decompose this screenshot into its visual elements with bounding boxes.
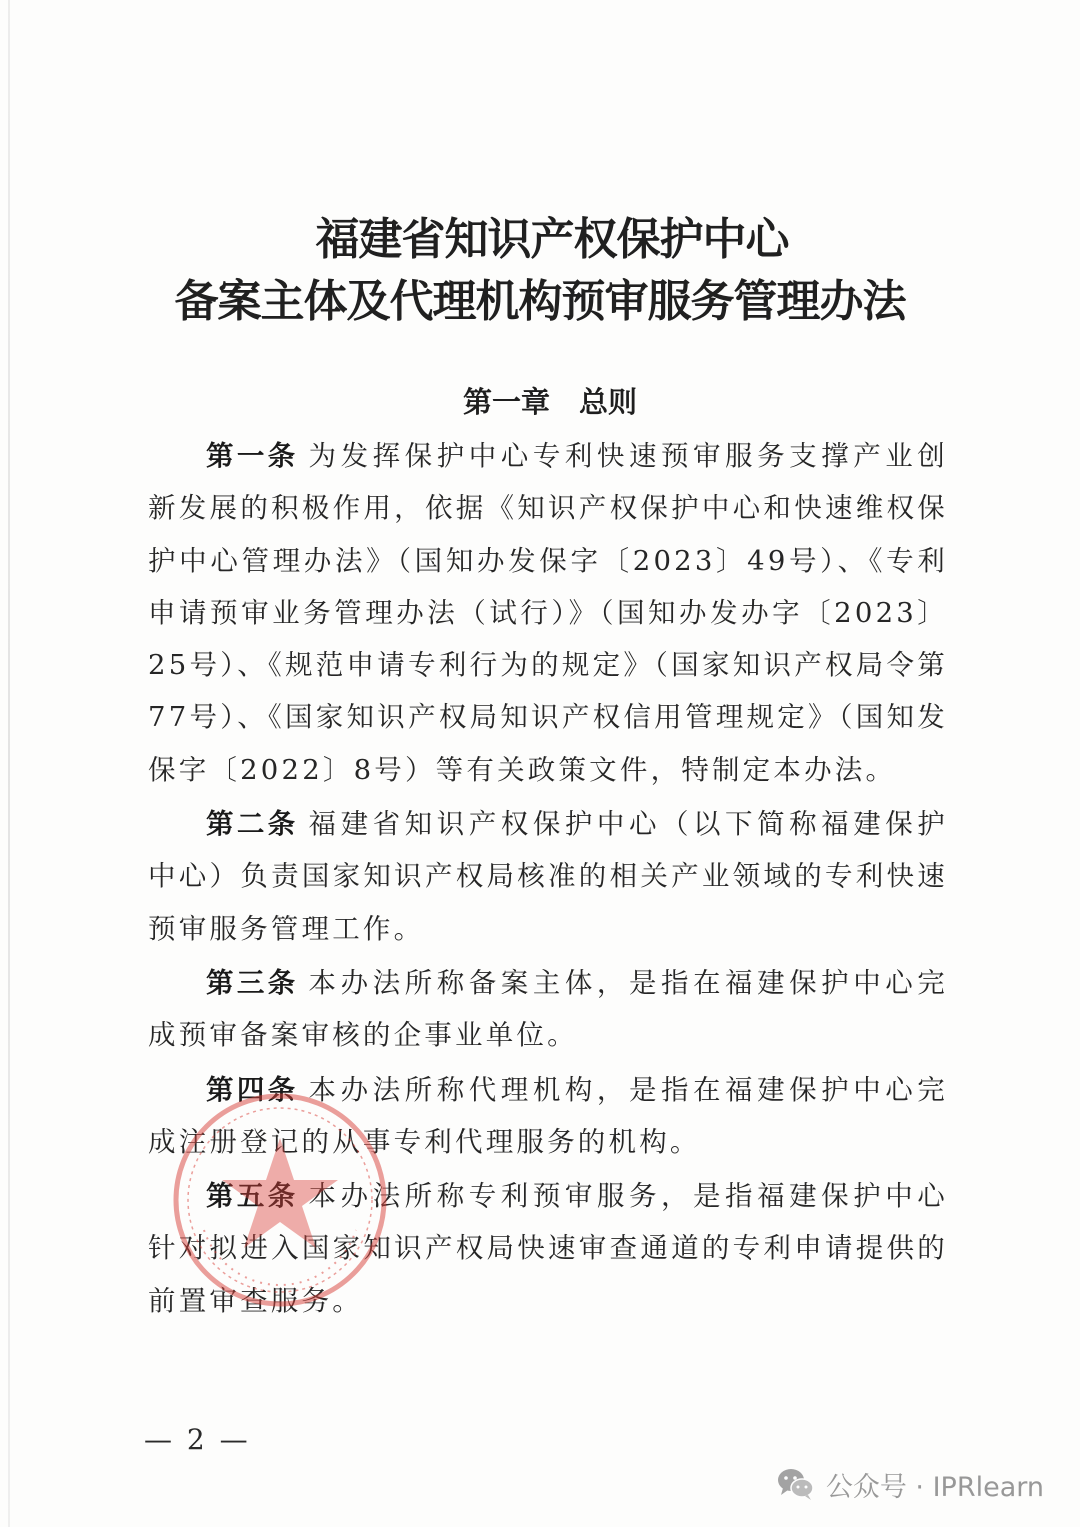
article-label: 第二条 [206, 808, 299, 841]
article-1 [148, 430, 948, 796]
article-text: 本办法所称专利预审服务，是指福建保护中心针对拟进入国家知识产权局快速审查通道的专利申请提供的前置审查服务。 [148, 1180, 949, 1317]
article-2 [148, 798, 948, 955]
chapter-heading: 第一章 总则 [462, 385, 637, 419]
wechat-icon [776, 1467, 816, 1501]
wechat-watermark [776, 1461, 1044, 1507]
document-title-line-1: 福建省知识产权保护中心 [315, 214, 789, 265]
page-number: — 2 — [144, 1423, 251, 1456]
article-4 [148, 1064, 948, 1169]
article-label: 第三条 [206, 966, 299, 999]
article-label: 第四条 [206, 1073, 299, 1106]
document-title-line-2: 备案主体及代理机构预审服务管理办法 [174, 276, 906, 327]
article-text: 本办法所称备案主体，是指在福建保护中心完成预审备案审核的企事业单位。 [148, 966, 949, 1052]
article-text: 福建省知识产权保护中心（以下简称福建保护中心）负责国家知识产权局核准的相关产业领域的专利快速预审服务管理工作。 [148, 808, 949, 945]
watermark-text: 公众号 · IPRlearn [825, 1471, 1044, 1503]
article-text: 本办法所称代理机构，是指在福建保护中心完成注册登记的从事专利代理服务的机构。 [148, 1073, 949, 1158]
article-label: 第一条 [206, 440, 299, 472]
article-text: 为发挥保护中心专利快速预审服务支撑产业创新发展的积极作用，依据《知识产权保护中心和快速维权保护中心管理办法》（国知办发保字〔2023〕49号）、《专利申请预审业务管理办法（试行）》（国知办发办字〔2023〕25号）、《规范申请专利行为的规定》（国家知识产权局令第77号）、《国家知识产权局知识产权信用管理规定》（国知发保字〔2022〕8号）等有关政策文件，特制定本办法。 [148, 440, 949, 786]
article-3 [148, 957, 948, 1062]
article-5 [148, 1170, 948, 1327]
document-body [148, 430, 948, 1327]
article-label: 第五条 [206, 1180, 299, 1213]
page-edge [8, 0, 10, 1527]
